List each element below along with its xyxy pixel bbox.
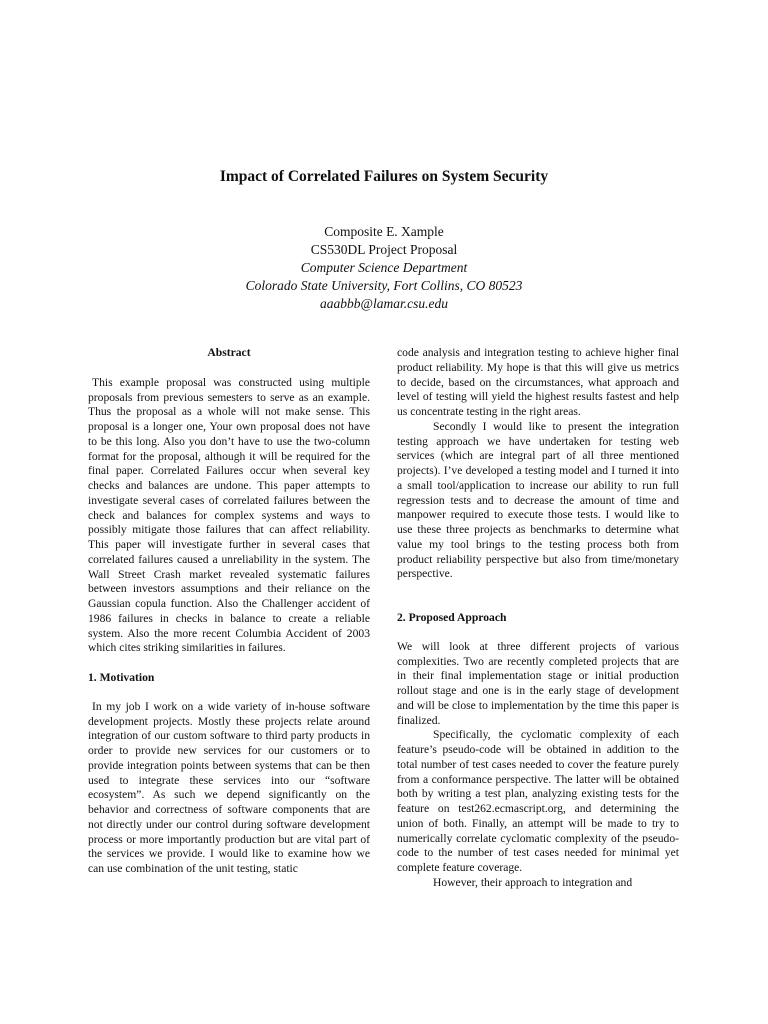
university: Colorado State University, Fort Collins, CO 80523	[245, 278, 523, 293]
approach-paragraph-1: We will look at three different projects of various complexities. Two are recently completed projects that are in their final implementation stage or initial production rollout stage and one is in the early stage of development and will be close to implementation by the time this paper is finalized.	[397, 639, 679, 727]
department: Computer Science Department	[300, 260, 468, 275]
motivation-heading: 1. Motivation	[88, 671, 155, 684]
author-block	[0, 223, 768, 313]
approach-paragraph-3: However, their approach to integration and	[433, 875, 633, 889]
email: aaabbb@lamar.csu.edu	[320, 296, 448, 311]
motivation-paragraph-2: Secondly I would like to present the integration testing approach we have undertaken for testing web services (which are integral part of all three mentioned projects). I’ve developed a testing model and I turned it into a small tool/application to increase our ability to run full regression tests and to decrease the amount of time and manpower required to execute those tests. I would like to use these three projects as benchmarks to determine what value my tool brings to the testing process both from product reliability perspective but also from time/monetary perspective.	[397, 419, 679, 581]
author-name: Composite E. Xample	[324, 224, 444, 239]
abstract-text: This example proposal was constructed using multiple proposals from previous semesters to serve as an example. Thus the proposal as a whole will not make sense. This proposal is a longer one, Your own proposal does not have to be this long. Also you don’t have to use the two-column format for the proposal, although it will be required for the final paper. Correlated Failures occur when several key checks and balances are undone. This paper attempts to investigate several cases of correlated failures between the check and balances for complex systems and ways to possibly mitigate those failures that can affect reliability. This paper will investigate further in several cases that correlated failures caused a unreliability in the system. The Wall Street Crash market revealed systematic failures between investors assumptions and their reliance on the Gaussian copula function. Also the Challenger accident of 1986 failures in checks in balance to create a reliable system. Also the more recent Columbia Accident of 2003 which cites striking similarities in failures.	[88, 375, 370, 655]
left-column	[88, 346, 370, 877]
motivation-paragraph-1-continued: code analysis and integration testing to achieve higher final product reliability. My hope is that this will give us metrics to decide, based on the circumstances, what approach and level of testing will yield the highest results fastest and help us concentrate testing in the right areas.	[397, 346, 679, 418]
approach-heading: 2. Proposed Approach	[397, 611, 507, 624]
right-column	[397, 346, 679, 891]
course-name: CS530DL Project Proposal	[310, 242, 458, 257]
motivation-paragraph-1: In my job I work on a wide variety of in-house software development projects. Mostly these projects relate around integration of our custom software to third party products in order to provide new services for our customers or to provide integration points between systems that can be then used to integrate these services into our “software ecosystem”. As such we depend significantly on the behavior and correctness of software components that are not directly under our control during software development process or more importantly production but are vital part of the services we provide. I would like to examine how we can use combination of the unit testing, static	[88, 699, 370, 875]
approach-paragraph-2: Specifically, the cyclomatic complexity of each feature’s pseudo-code will be obtained in addition to the total number of test cases needed to cover the feature purely from a conformance perspective. The latter will be obtained both by writing a test plan, analyzing existing tests for the feature on test262.ecmascript.org, and determining the union of both. Finally, an attempt will be made to try to numerically correlate cyclomatic complexity of the pseudo-code to the number of test cases needed for minimal yet complete feature coverage.	[397, 728, 679, 874]
paper-header	[0, 166, 768, 313]
paper-title: Impact of Correlated Failures on System Security	[219, 168, 549, 185]
abstract-heading: Abstract	[207, 346, 251, 359]
